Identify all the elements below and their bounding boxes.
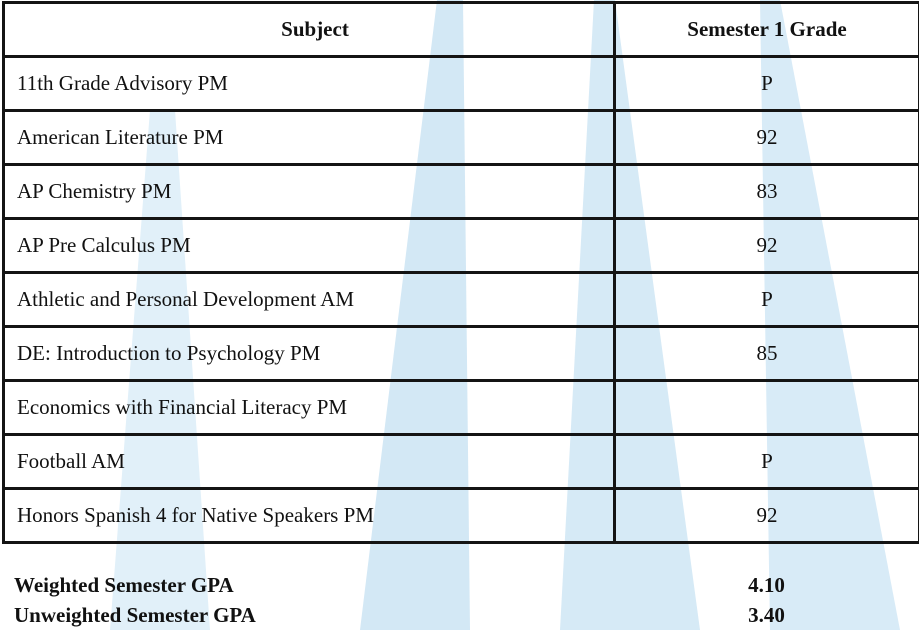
grade-cell: P xyxy=(615,435,919,489)
gpa-summary xyxy=(0,570,919,630)
table-row xyxy=(4,165,919,219)
table-row xyxy=(4,57,919,111)
unweighted-gpa-row xyxy=(0,600,919,630)
weighted-gpa-label: Weighted Semester GPA xyxy=(14,573,234,597)
unweighted-gpa-value: 3.40 xyxy=(748,603,785,627)
table-row xyxy=(4,111,919,165)
grade-cell: 83 xyxy=(615,165,919,219)
grade-cell xyxy=(615,381,919,435)
weighted-gpa-value: 4.10 xyxy=(748,573,785,597)
grade-cell: 92 xyxy=(615,111,919,165)
subject-cell: Economics with Financial Literacy PM xyxy=(4,381,615,435)
grade-cell: 85 xyxy=(615,327,919,381)
table-row xyxy=(4,273,919,327)
subject-column-header: Subject xyxy=(4,3,615,57)
unweighted-gpa-label: Unweighted Semester GPA xyxy=(14,603,256,627)
subject-cell: Honors Spanish 4 for Native Speakers PM xyxy=(4,489,615,543)
table-row xyxy=(4,219,919,273)
table-header-row xyxy=(4,3,919,57)
subject-cell: AP Pre Calculus PM xyxy=(4,219,615,273)
grades-table xyxy=(2,1,919,544)
table-row xyxy=(4,381,919,435)
grade-cell: P xyxy=(615,273,919,327)
table-row xyxy=(4,435,919,489)
subject-cell: 11th Grade Advisory PM xyxy=(4,57,615,111)
semester-1-grade-column-header: Semester 1 Grade xyxy=(615,3,919,57)
subject-cell: American Literature PM xyxy=(4,111,615,165)
subject-cell: Football AM xyxy=(4,435,615,489)
table-row xyxy=(4,489,919,543)
grade-cell: P xyxy=(615,57,919,111)
grade-cell: 92 xyxy=(615,219,919,273)
weighted-gpa-row xyxy=(0,570,919,600)
table-row xyxy=(4,327,919,381)
grade-cell: 92 xyxy=(615,489,919,543)
subject-cell: DE: Introduction to Psychology PM xyxy=(4,327,615,381)
subject-cell: AP Chemistry PM xyxy=(4,165,615,219)
subject-cell: Athletic and Personal Development AM xyxy=(4,273,615,327)
